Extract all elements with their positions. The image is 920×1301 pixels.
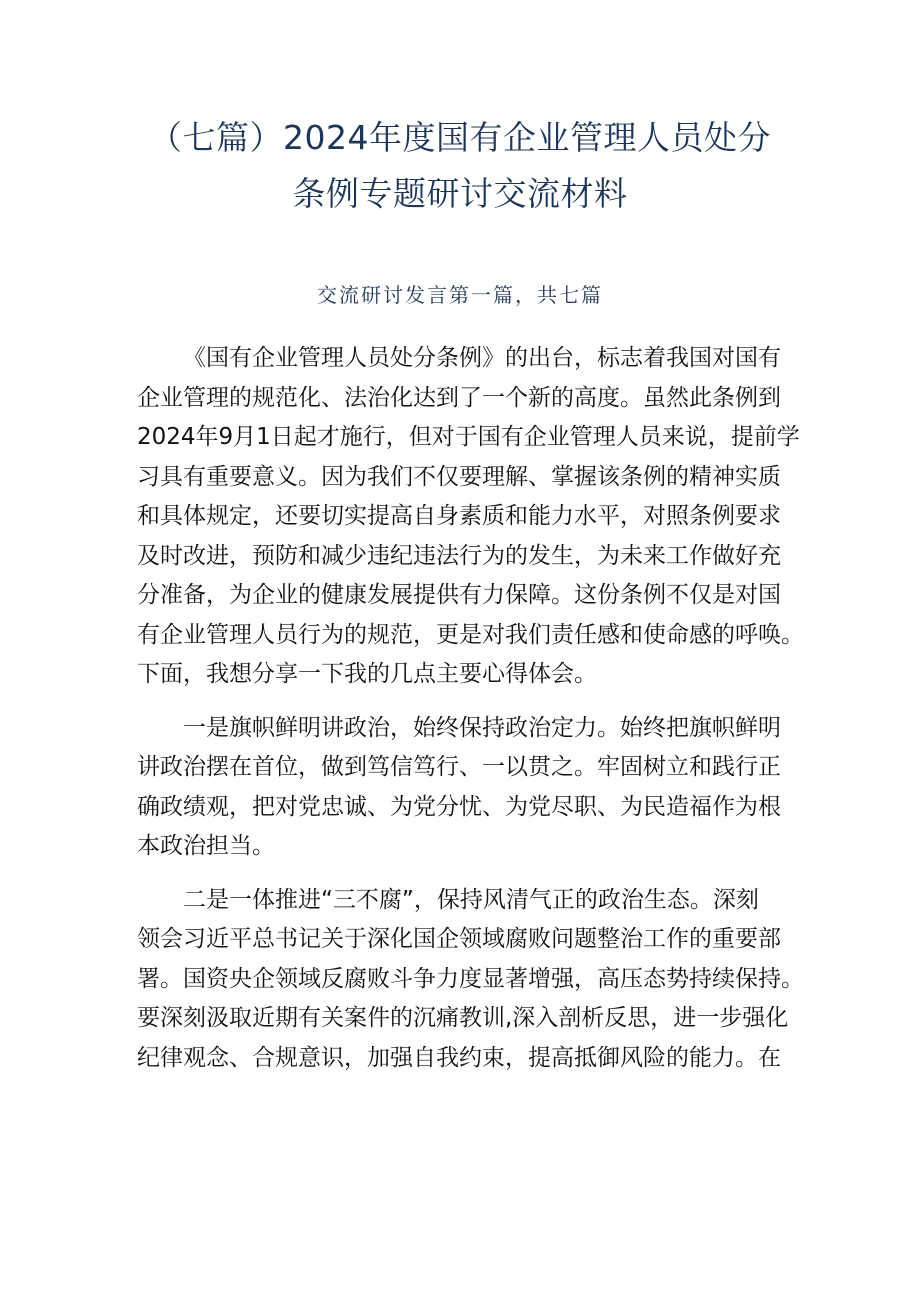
paragraph-line: 二是一体推进“三不腐”，保持风清气正的政治生态。深刻 [183,886,759,913]
paragraph-line: 本政治担当。 [137,833,275,859]
title-line: （七篇）2024年度国有企业管理人员处分 [149,118,771,157]
paragraph-line: 署。国资央企领域反腐败斗争力度显著增强，高压态势持续保持。 [137,965,804,992]
paragraph-line: 纪律观念、合规意识，加强自我约束，提高抵御风险的能力。在 [137,1044,781,1071]
paragraph-line: 《国有企业管理人员处分条例》的出台，标志着我国对国有 [183,345,781,371]
paragraph-line: 企业管理的规范化、法治化达到了一个新的高度。虽然此条例到 [137,384,781,411]
paragraph-intro [137,339,804,695]
paragraph-line: 分准备，为企业的健康发展提供有力保障。这份条例不仅是对国 [137,582,781,608]
paragraph-point-two [137,881,804,1079]
paragraph-line: 习具有重要意义。因为我们不仅要理解、掌握该条例的精神实质 [137,463,781,490]
document-body [137,339,804,1092]
paragraph-line: 2024年9月1日起才施行，但对于国有企业管理人员来说，提前学 [137,424,800,450]
paragraph-line: 有企业管理人员行为的规范，更是对我们责任感和使命感的呼唤。 [137,621,804,648]
title-line: 条例专题研讨交流材料 [292,174,628,213]
paragraph-line: 及时改进，预防和减少违纪违法行为的发生，为未来工作做好充 [137,542,781,569]
paragraph-line: 一是旗帜鲜明讲政治，始终保持政治定力。始终把旗帜鲜明 [183,714,781,741]
paragraph-point-one [137,709,795,867]
paragraph-line: 要深刻汲取近期有关案件的沉痛教训,深入剖析反思，进一步强化 [137,1005,789,1031]
paragraph-line: 领会习近平总书记关于深化国企领域腐败问题整治工作的重要部 [137,926,781,952]
document-subtitle: 交流研讨发言第一篇，共七篇 [317,283,603,307]
document-title [120,110,800,222]
paragraph-line: 讲政治摆在首位，做到笃信笃行、一以贯之。牢固树立和践行正 [137,754,781,780]
paragraph-line: 和具体规定，还要切实提高自身素质和能力水平，对照条例要求 [137,503,781,529]
paragraph-line: 下面，我想分享一下我的几点主要心得体会。 [137,661,597,687]
paragraph-line: 确政绩观，把对党忠诚、为党分忧、为党尽职、为民造福作为根 [137,793,781,820]
